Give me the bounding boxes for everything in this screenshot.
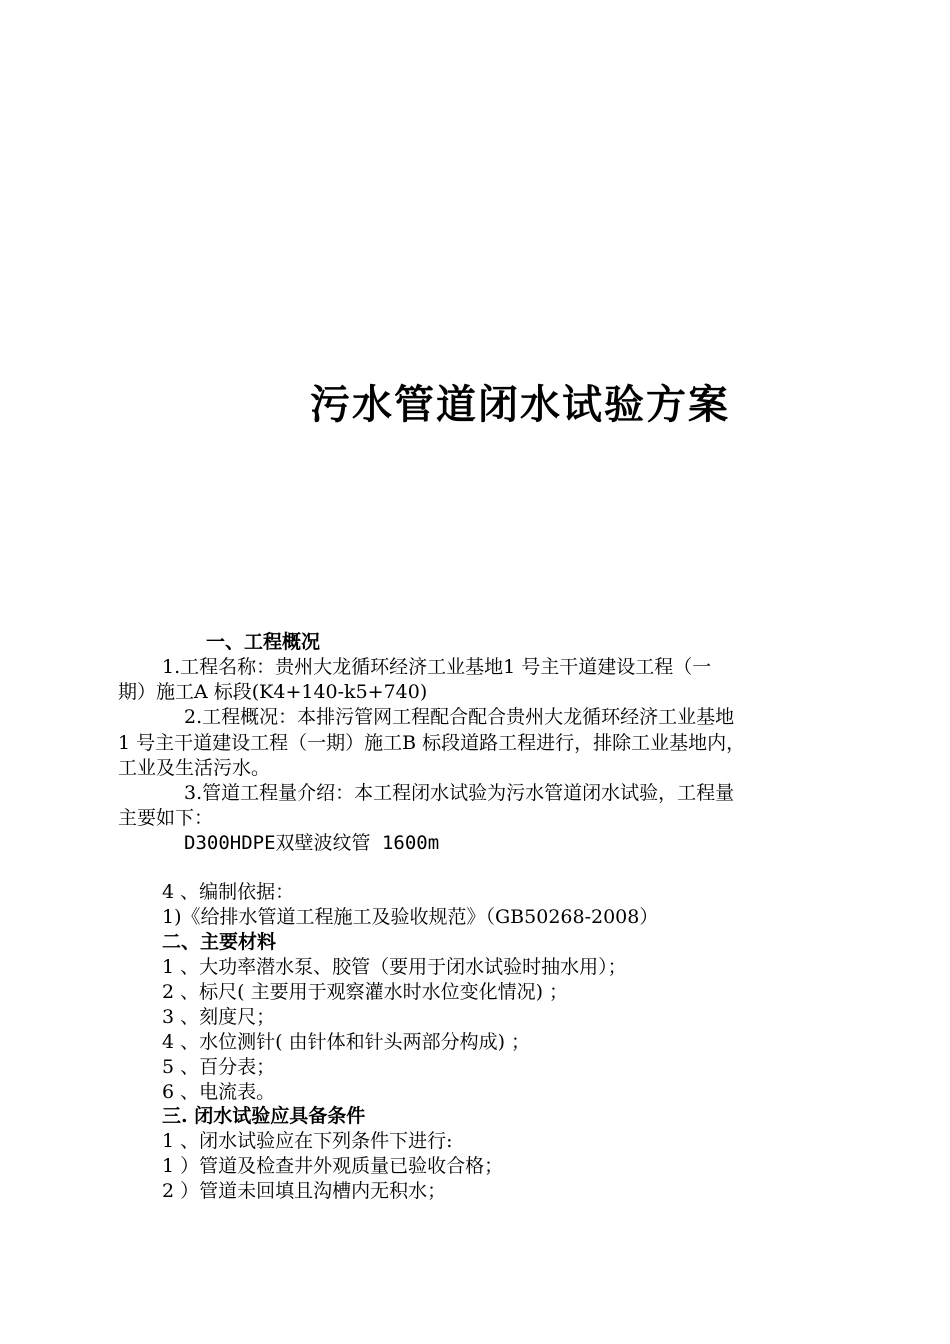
section-heading-materials: 二、主要材料 [162, 931, 277, 953]
paragraph-line: 主要如下： [118, 807, 214, 829]
list-item: 5 、百分表； [162, 1056, 276, 1078]
quantity-line: D300HDPE双壁波纹管 1600m [184, 832, 440, 854]
paragraph-line: 1 号主干道建设工程（一期）施工B 标段道路工程进行，排除工业基地内， [118, 732, 746, 754]
list-item: 2 、标尺( 主要用于观察灌水时水位变化情况) ； [162, 981, 569, 1003]
document-title: 污水管道闭水试验方案 [310, 381, 730, 428]
paragraph-line: 3.管道工程量介绍：本工程闭水试验为污水管道闭水试验，工程量 [184, 782, 735, 804]
paragraph-line: 2.工程概况：本排污管网工程配合配合贵州大龙循环经济工业基地 [184, 706, 735, 728]
section-heading-overview: 一、工程概况 [206, 631, 321, 653]
list-item: 2 ）管道未回填且沟槽内无积水； [162, 1180, 447, 1202]
list-item: 4 、水位测针( 由针体和针头两部分构成) ； [162, 1031, 531, 1053]
paragraph-line: 1.工程名称：贵州大龙循环经济工业基地1 号主干道建设工程（一 [162, 656, 712, 678]
list-item: 1 、闭水试验应在下列条件下进行: [162, 1130, 453, 1152]
paragraph-line: 期）施工A 标段(K4+140-k5+740) [118, 681, 428, 703]
list-item: 3 、刻度尺； [162, 1006, 276, 1028]
section-heading-conditions: 三. 闭水试验应具备条件 [162, 1105, 366, 1127]
list-item: 1 ）管道及检查井外观质量已验收合格； [162, 1155, 504, 1177]
list-item: 1)《给排水管道工程施工及验收规范》（GB50268-2008） [162, 906, 659, 928]
list-item: 4 、编制依据： [162, 881, 295, 903]
list-item: 6 、电流表。 [162, 1081, 276, 1103]
list-item: 1 、大功率潜水泵、胶管（要用于闭水试验时抽水用）； [162, 956, 627, 978]
paragraph-line: 工业及生活污水。 [118, 757, 271, 779]
